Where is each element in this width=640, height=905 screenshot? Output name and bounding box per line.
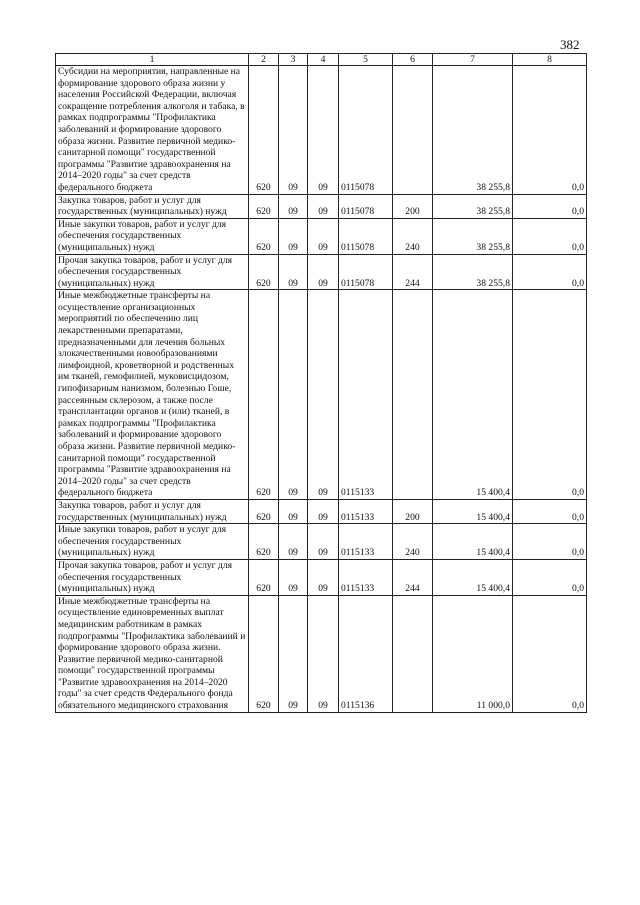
amount-next-cell: 0,0 [513, 254, 587, 290]
amount-next-cell: 0,0 [513, 499, 587, 523]
admin-code-cell: 620 [249, 218, 279, 254]
amount-next-cell: 0,0 [513, 524, 587, 560]
table-row [56, 66, 587, 195]
amount-cell: 38 255,8 [433, 194, 513, 218]
target-article-cell: 0115133 [339, 559, 393, 595]
row-description: Иные закупки товаров, работ и услуг для обеспечения государственных (муниципальных) нужд [58, 524, 227, 559]
subsection-cell: 09 [308, 595, 339, 712]
name [56, 290, 249, 500]
admin-code-cell: 620 [249, 254, 279, 290]
section-cell: 09 [279, 559, 308, 595]
header-cell-5: 5 [339, 54, 393, 66]
table-row [56, 559, 587, 595]
amount-cell: 38 255,8 [433, 254, 513, 290]
subsection-cell: 09 [308, 524, 339, 560]
section-cell: 09 [279, 290, 308, 500]
table-row [56, 595, 587, 712]
header-cell-7: 7 [433, 54, 513, 66]
section-cell: 09 [279, 66, 308, 195]
amount-cell: 15 400,4 [433, 499, 513, 523]
admin-code-cell: 620 [249, 595, 279, 712]
name [56, 218, 249, 254]
amount-cell: 15 400,4 [433, 524, 513, 560]
subsection-cell: 09 [308, 66, 339, 195]
table-row [56, 524, 587, 560]
amount-next-cell: 0,0 [513, 290, 587, 500]
expense-type-cell [393, 290, 433, 500]
row-description: Иные межбюджетные трансферты на осуществление организационных мероприятий по обеспечению лиц лекарственными препаратами, предназначенными для лечения больных злокачественными новообразованиями лимфоидной, кроветворной и родственных им тканей, гемофилией, муковисцидозом, гипофизарным нанизмом, болезнью Гоше, рассеянным склерозом, а также после трансплантации органов и (или) тканей, в рамках подпрограммы "Профилактика заболеваний и формирование здорового образа жизни. Развитие первичной медико- санитарной помощи" государственной программы "Развитие здравоохранения на 2014–2020 годы" за счет средств федерального бюджета [58, 290, 236, 499]
target-article-cell: 0115133 [339, 499, 393, 523]
amount-next-cell: 0,0 [513, 66, 587, 195]
name [56, 499, 249, 523]
row-description: Иные закупки товаров, работ и услуг для обеспечения государственных (муниципальных) нужд [58, 218, 227, 253]
header-cell-4: 4 [308, 54, 339, 66]
table-row [56, 218, 587, 254]
table-row [56, 499, 587, 523]
name [56, 66, 249, 195]
table-row [56, 290, 587, 500]
admin-code-cell: 620 [249, 290, 279, 500]
amount-next-cell: 0,0 [513, 218, 587, 254]
subsection-cell: 09 [308, 290, 339, 500]
amount-cell: 15 400,4 [433, 559, 513, 595]
target-article-cell: 0115133 [339, 290, 393, 500]
subsection-cell: 09 [308, 559, 339, 595]
amount-cell: 15 400,4 [433, 290, 513, 500]
expense-type-cell: 244 [393, 559, 433, 595]
admin-code-cell: 620 [249, 66, 279, 195]
admin-code-cell: 620 [249, 499, 279, 523]
header-cell-2: 2 [249, 54, 279, 66]
expense-type-cell: 240 [393, 218, 433, 254]
amount-next-cell: 0,0 [513, 595, 587, 712]
table-row [56, 254, 587, 290]
target-article-cell: 0115136 [339, 595, 393, 712]
row-description: Иные межбюджетные трансферты на осуществление единовременных выплат медицинским работникам в рамках подпрограммы "Профилактика заболеваний и формирование здорового образа жизни. Развитие первичной медико-санитарной помощи" государственной программы "Развитие здравоохранения на 2014–2020 годы" за счет средств Федерального фонда обязательного медицинского страхования [58, 595, 246, 712]
name [56, 194, 249, 218]
name [56, 254, 249, 290]
header-cell-6: 6 [393, 54, 433, 66]
section-cell: 09 [279, 499, 308, 523]
page-number: 382 [560, 37, 580, 52]
admin-code-cell: 620 [249, 524, 279, 560]
row-description: Закупка товаров, работ и услуг для государственных (муниципальных) нужд [58, 499, 227, 523]
name [56, 559, 249, 595]
target-article-cell: 0115078 [339, 194, 393, 218]
amount-cell: 11 000,0 [433, 595, 513, 712]
expense-type-cell [393, 66, 433, 195]
subsection-cell: 09 [308, 218, 339, 254]
section-cell: 09 [279, 254, 308, 290]
amount-next-cell: 0,0 [513, 559, 587, 595]
header-cell-3: 3 [279, 54, 308, 66]
section-cell: 09 [279, 218, 308, 254]
target-article-cell: 0115078 [339, 66, 393, 195]
section-cell: 09 [279, 524, 308, 560]
subsection-cell: 09 [308, 254, 339, 290]
amount-cell: 38 255,8 [433, 66, 513, 195]
row-description: Прочая закупка товаров, работ и услуг для обеспечения государственных (муниципальных) нужд [58, 559, 233, 595]
target-article-cell: 0115078 [339, 254, 393, 290]
amount-next-cell: 0,0 [513, 194, 587, 218]
admin-code-cell: 620 [249, 194, 279, 218]
target-article-cell: 0115078 [339, 218, 393, 254]
budget-table [55, 53, 587, 713]
amount-cell: 38 255,8 [433, 218, 513, 254]
row-description: Прочая закупка товаров, работ и услуг для обеспечения государственных (муниципальных) нужд [58, 254, 233, 289]
header-cell-1: 1 [56, 54, 249, 66]
subsection-cell: 09 [308, 499, 339, 523]
table-header-row [56, 54, 587, 66]
subsection-cell: 09 [308, 194, 339, 218]
admin-code-cell: 620 [249, 559, 279, 595]
row-description: Субсидии на мероприятия, направленные на формирование здорового образа жизни у населения Российской Федерации, включая сокращение потребления алкоголя и табака, в рамках подпрограммы "Профилактика заболеваний и формирование здорового образа жизни. Развитие первичной медико-санитарной помощи" государственной программы "Развитие здравоохранения на 2014–2020 годы" за счет средств федерального бюджета [58, 66, 245, 193]
name [56, 595, 249, 712]
expense-type-cell: 200 [393, 194, 433, 218]
expense-type-cell: 244 [393, 254, 433, 290]
target-article-cell: 0115133 [339, 524, 393, 560]
expense-type-cell: 200 [393, 499, 433, 523]
expense-type-cell [393, 595, 433, 712]
name [56, 524, 249, 560]
table-row [56, 194, 587, 218]
header-cell-8: 8 [513, 54, 587, 66]
expense-type-cell: 240 [393, 524, 433, 560]
row-description: Закупка товаров, работ и услуг для государственных (муниципальных) нужд [58, 194, 227, 218]
section-cell: 09 [279, 194, 308, 218]
section-cell: 09 [279, 595, 308, 712]
